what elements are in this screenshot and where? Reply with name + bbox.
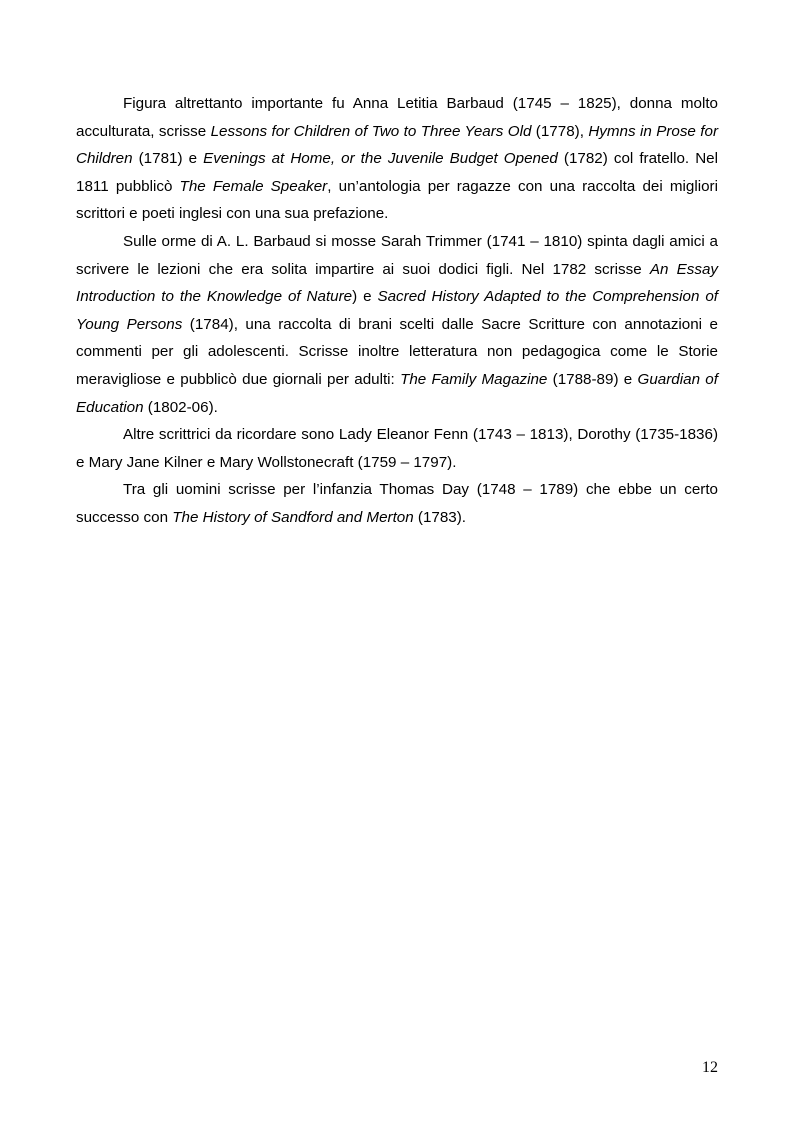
book-title: Hymns in Prose for Children [76, 122, 718, 168]
book-title: The History of Sandford and Merton [172, 508, 414, 526]
book-title: Guardian of Education [76, 370, 718, 416]
book-title: Lessons for Children of Two to Three Years Old [210, 122, 532, 140]
text-segment: , un’antologia per ragazze con una raccolta dei migliori scrittori e poeti inglesi con una sua prefazione. [76, 177, 718, 223]
book-title: The Family Magazine [400, 370, 548, 388]
text-segment: (1778), [531, 122, 589, 140]
text-segment: (1784), una raccolta di brani scelti dalle Sacre Scritture con annotazioni e commenti per gli adolescenti. Scrisse inoltre letteratura non pedagogica come le Storie meravigliose e pubblicò due giornali per adulti: [76, 315, 718, 388]
text-segment: ) e [352, 288, 378, 306]
text-segment: Altre scrittrici da ricordare sono Lady Eleanor Fenn (1743 – 1813), Dorothy (1735-1836) e Mary Jane Kilner e Mary Wollstonecraft (1759 – 1797). [76, 426, 718, 471]
book-title: An Essay Introduction to the Knowledge of Nature [76, 260, 718, 306]
paragraph-other-writers [76, 421, 718, 476]
paragraph-trimmer [76, 228, 718, 421]
paragraph-barbaud [76, 90, 718, 228]
book-title: Sacred History Adapted to the Comprehension of Young Persons [76, 288, 719, 333]
text-segment: Figura altrettanto importante fu Anna Letitia Barbaud (1745 – 1825), donna molto acculturata, scrisse [76, 95, 718, 140]
text-segment: (1781) e [132, 150, 204, 168]
text-segment: Sulle orme di A. L. Barbaud si mosse Sarah Trimmer (1741 – 1810) spinta dagli amici a scrivere le lezioni che era solita impartire ai suoi dodici figli. Nel 1782 scrisse [76, 232, 718, 278]
document-body [76, 90, 718, 532]
paragraph-thomas-day [76, 476, 718, 531]
text-segment: (1782) col fratello. Nel 1811 pubblicò [76, 150, 718, 195]
book-title: The Female Speaker [179, 177, 328, 195]
page-number: 12 [702, 1059, 718, 1076]
text-segment: (1788-89) e [547, 370, 638, 388]
book-title: Evenings at Home, or the Juvenile Budget Opened [203, 150, 558, 168]
text-segment: (1802-06). [143, 398, 218, 416]
text-segment: (1783). [413, 508, 467, 526]
text-segment: Tra gli uomini scrisse per l’infanzia Thomas Day (1748 – 1789) che ebbe un certo successo con [76, 481, 718, 526]
